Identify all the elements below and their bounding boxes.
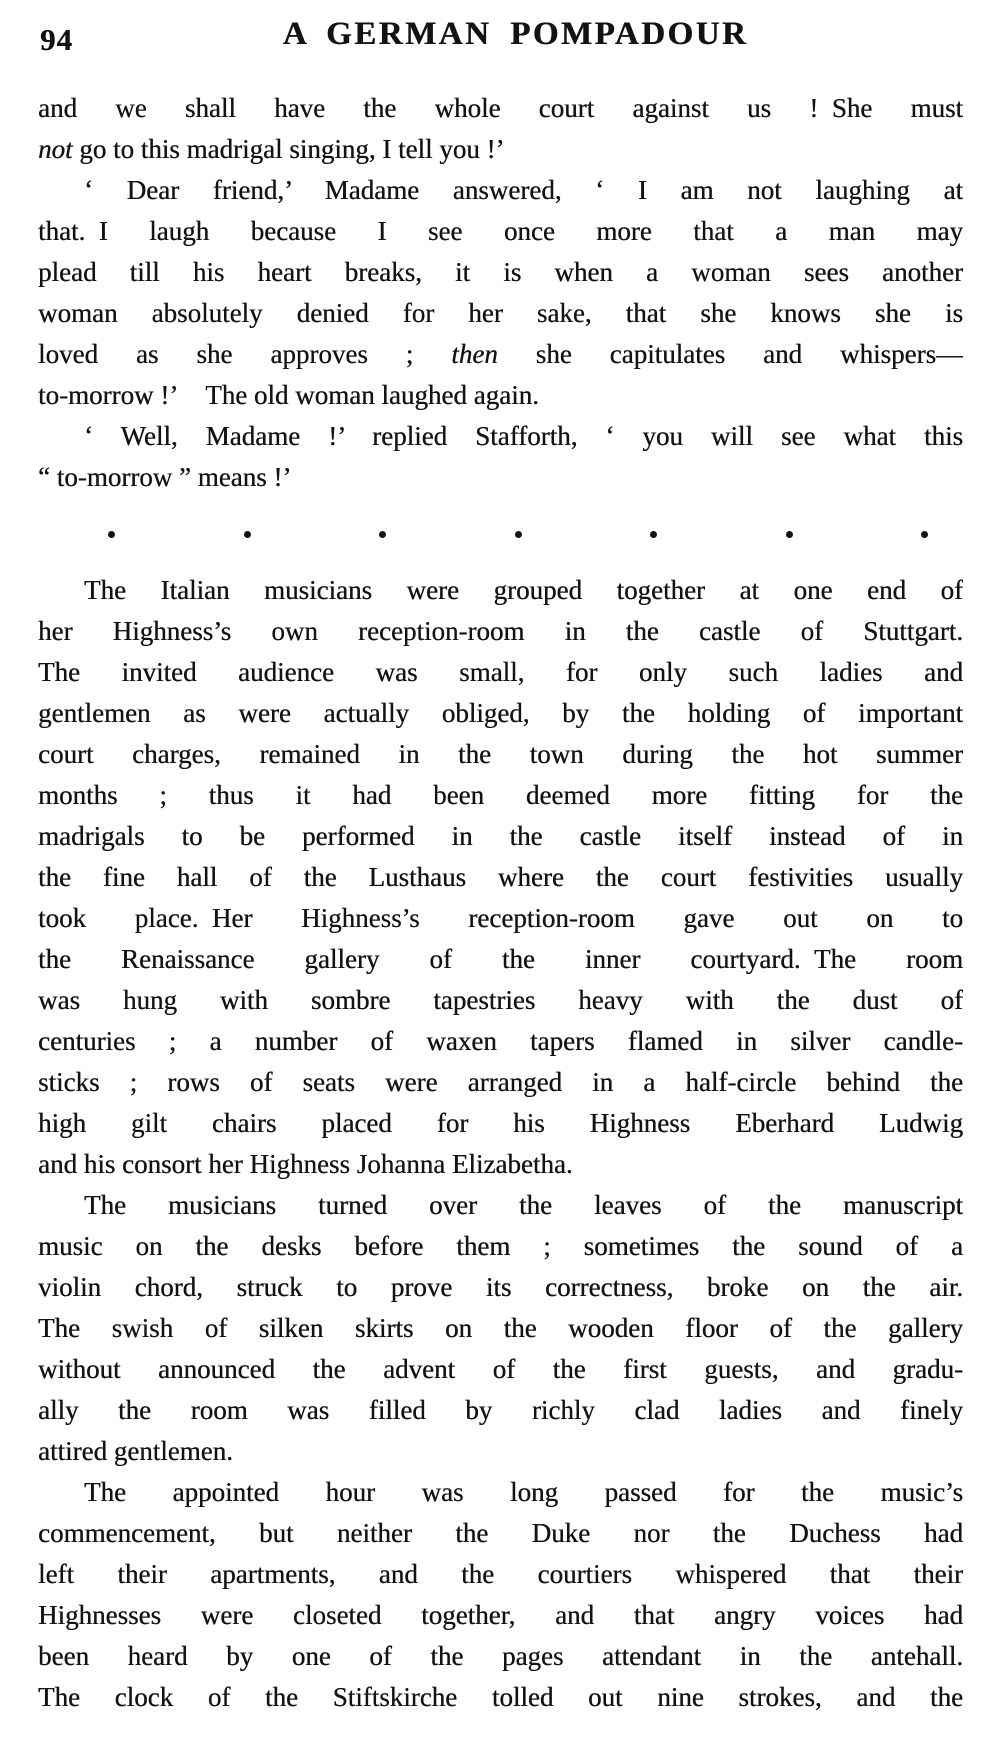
text-segment: centuries ; a number of waxen tapers flamed in silver candle- — [38, 1026, 963, 1056]
text-line — [38, 1308, 963, 1349]
paragraph — [38, 416, 963, 498]
text-line — [38, 252, 963, 293]
text-line — [38, 1677, 963, 1718]
page-body — [38, 88, 963, 1718]
text-line — [38, 334, 963, 375]
text-segment: sticks ; rows of seats were arranged in a half-circle behind the — [38, 1067, 963, 1097]
text-segment: The appointed hour was long passed for the music’s — [84, 1477, 963, 1507]
text-line — [38, 1349, 963, 1390]
text-segment: The invited audience was small, for only such ladies and — [38, 657, 963, 687]
text-line — [38, 1431, 963, 1472]
section-break-dot — [515, 531, 522, 538]
text-line — [38, 457, 963, 498]
text-segment: her Highness’s own reception-room in the castle of Stuttgart. — [38, 616, 963, 646]
text-line — [38, 939, 963, 980]
text-segment: and his consort her Highness Johanna Elizabetha. — [38, 1149, 573, 1179]
text-line — [38, 1267, 963, 1308]
text-line — [38, 211, 963, 252]
text-line — [38, 611, 963, 652]
text-segment: The musicians turned over the leaves of the manuscript — [84, 1190, 963, 1220]
text-line — [38, 416, 963, 457]
section-break-dot — [921, 531, 928, 538]
section-break-dot — [379, 531, 386, 538]
text-segment: that. I laugh because I see once more that a man may — [38, 216, 963, 246]
text-segment: The clock of the Stiftskirche tolled out nine strokes, and the — [38, 1682, 963, 1712]
text-line — [38, 1103, 963, 1144]
text-segment: and we shall have the whole court against us ! She must — [38, 93, 963, 123]
text-line — [38, 1636, 963, 1677]
text-line — [38, 1513, 963, 1554]
text-segment: madrigals to be performed in the castle itself instead of in — [38, 821, 963, 851]
section-break-dot — [786, 531, 793, 538]
section-break-dot — [108, 531, 115, 538]
text-line — [38, 1390, 963, 1431]
text-line — [38, 1185, 963, 1226]
text-line — [38, 775, 963, 816]
text-segment: go to this madrigal singing, I tell you !’ — [72, 134, 505, 164]
text-line — [38, 293, 963, 334]
text-line — [38, 1021, 963, 1062]
text-segment: loved as she approves ; — [38, 339, 452, 369]
text-line — [38, 898, 963, 939]
text-segment: been heard by one of the pages attendant in the antehall. — [38, 1641, 963, 1671]
text-line — [38, 693, 963, 734]
text-segment: she capitulates and whispers— — [497, 339, 963, 369]
text-segment: ally the room was filled by richly clad ladies and finely — [38, 1395, 963, 1425]
text-line — [38, 1062, 963, 1103]
text-line — [38, 1554, 963, 1595]
text-segment: left their apartments, and the courtiers whispered that their — [38, 1559, 963, 1589]
paragraph — [38, 570, 963, 1185]
text-line — [38, 170, 963, 211]
section-break-dot — [650, 531, 657, 538]
text-segment: was hung with sombre tapestries heavy with the dust of — [38, 985, 963, 1015]
text-line — [38, 570, 963, 611]
text-line — [38, 734, 963, 775]
text-segment: court charges, remained in the town during the hot summer — [38, 739, 963, 769]
text-line — [38, 375, 963, 416]
paragraph — [38, 88, 963, 170]
text-line — [38, 1472, 963, 1513]
text-line — [38, 857, 963, 898]
text-segment: months ; thus it had been deemed more fitting for the — [38, 780, 963, 810]
text-line — [38, 816, 963, 857]
text-segment: woman absolutely denied for her sake, that she knows she is — [38, 298, 963, 328]
text-segment: took place. Her Highness’s reception-room gave out on to — [38, 903, 963, 933]
text-segment: the Renaissance gallery of the inner courtyard. The room — [38, 944, 963, 974]
text-line — [38, 1226, 963, 1267]
text-line — [38, 129, 963, 170]
text-segment: The Italian musicians were grouped together at one end of — [84, 575, 963, 605]
italic-text: not — [38, 134, 73, 164]
text-segment: plead till his heart breaks, it is when a woman sees another — [38, 257, 963, 287]
running-title: A GERMAN POMPADOUR — [282, 16, 749, 52]
text-line — [38, 652, 963, 693]
text-segment: high gilt chairs placed for his Highness Eberhard Ludwig — [38, 1108, 963, 1138]
page-header — [38, 16, 963, 62]
section-break-dot — [244, 531, 251, 538]
text-segment: Highnesses were closeted together, and that angry voices had — [38, 1600, 963, 1630]
text-segment: ‘ Well, Madame !’ replied Stafforth, ‘ you will see what this — [84, 421, 963, 451]
text-segment: the fine hall of the Lusthaus where the court festivities usually — [38, 862, 963, 892]
text-line — [38, 980, 963, 1021]
text-segment: “ to-morrow ” means !’ — [38, 462, 292, 492]
paragraph — [38, 170, 963, 416]
text-segment: attired gentlemen. — [38, 1436, 233, 1466]
text-segment: without announced the advent of the first guests, and gradu- — [38, 1354, 963, 1384]
text-line — [38, 1144, 963, 1185]
text-segment: The swish of silken skirts on the wooden floor of the gallery — [38, 1313, 963, 1343]
text-segment: music on the desks before them ; sometimes the sound of a — [38, 1231, 963, 1261]
text-segment: to-morrow !’ The old woman laughed again. — [38, 380, 539, 410]
italic-text: then — [451, 339, 498, 369]
text-segment: ‘ Dear friend,’ Madame answered, ‘ I am not laughing at — [84, 175, 963, 205]
text-segment: gentlemen as were actually obliged, by the holding of important — [38, 698, 963, 728]
text-segment: commencement, but neither the Duke nor the Duchess had — [38, 1518, 963, 1548]
text-line — [38, 1595, 963, 1636]
text-segment: violin chord, struck to prove its correctness, broke on the air. — [38, 1272, 963, 1302]
page-number: 94 — [40, 22, 73, 57]
paragraph — [38, 1472, 963, 1718]
paragraph — [38, 1185, 963, 1472]
section-break — [108, 498, 928, 570]
text-line — [38, 88, 963, 129]
